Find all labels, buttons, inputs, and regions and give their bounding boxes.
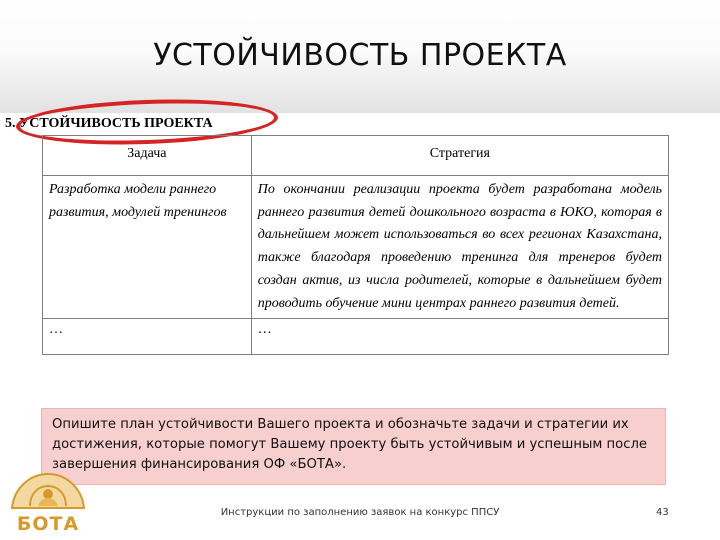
logo-text: БОТА xyxy=(16,513,80,535)
task-strategy-table xyxy=(42,135,669,355)
page-number: 43 xyxy=(656,507,669,518)
table-header-row xyxy=(43,136,669,176)
slide-title: УСТОЙЧИВОСТЬ ПРОЕКТА xyxy=(153,38,567,73)
task-cell: … xyxy=(43,319,252,355)
table-row xyxy=(43,176,669,319)
instruction-note: Опишите план устойчивости Вашего проекта и обозначьте задачи и стратегии их достижения, которые помогут Вашему проекту быть устойчивым и успешным после завершения финансирования ОФ «БОТА». xyxy=(41,408,666,485)
footer-text: Инструкции по заполнению заявок на конкурс ППСУ xyxy=(220,507,500,518)
header-task: Задача xyxy=(43,136,252,176)
section-heading: 5. УСТОЙЧИВОСТЬ ПРОЕКТА xyxy=(5,116,213,131)
task-cell: Разработка модели раннего развития, модулей тренингов xyxy=(43,176,252,319)
header-strategy: Стратегия xyxy=(251,136,668,176)
strategy-cell: По окончании реализации проекта будет разработана модель раннего развития детей дошкольного возраста в ЮКО, которая в дальнейшем может использоваться во всех регионах Казахстана, также благодаря проведению тренинга для тренеров будет создан актив, из числа родителей, которые в дальнейшем будет проводить обучение мини центрах раннего развития детей. xyxy=(251,176,668,319)
slide-header xyxy=(0,0,720,113)
strategy-cell: … xyxy=(251,319,668,355)
table-row xyxy=(43,319,669,355)
